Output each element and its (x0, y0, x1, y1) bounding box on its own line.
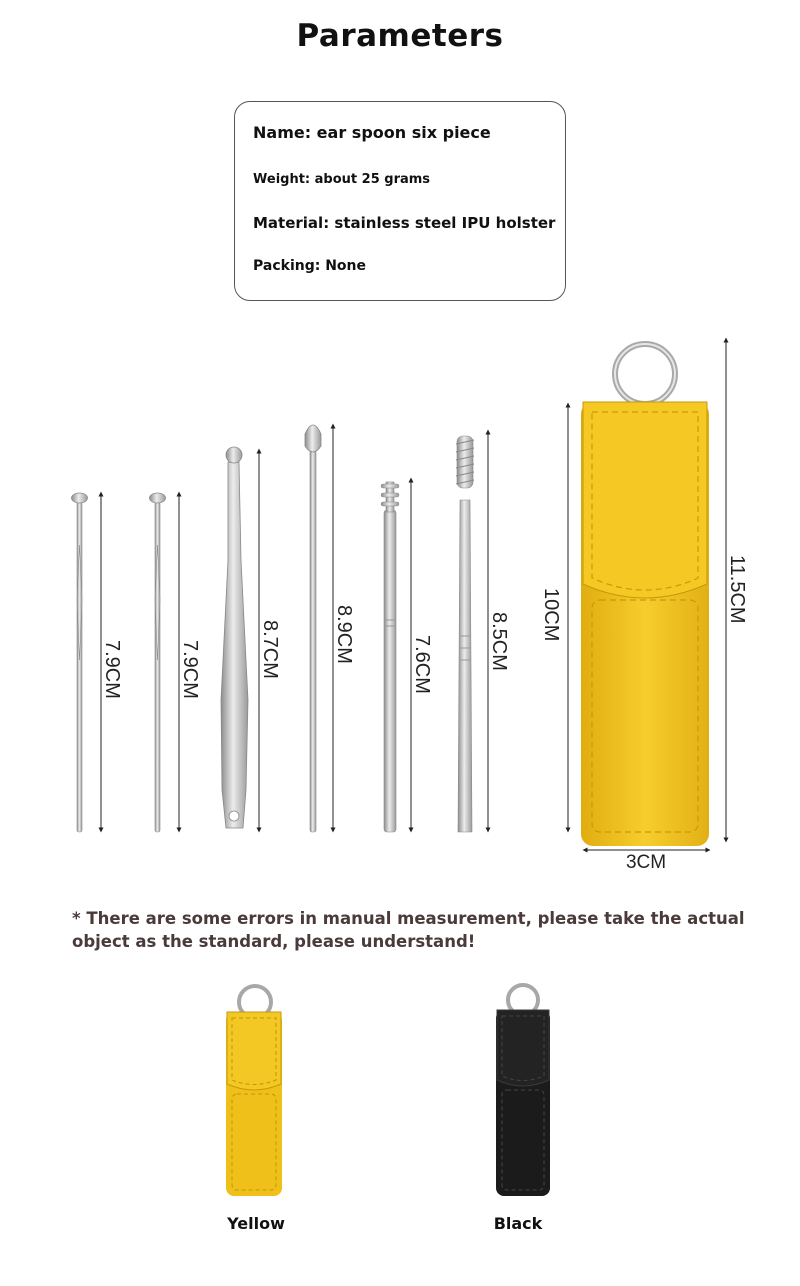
holster-total-height-label: 11.5CM (726, 555, 748, 624)
variant-label-yellow: Yellow (227, 1214, 285, 1233)
spec-packing: Packing: None (253, 258, 366, 274)
page-title: Parameters (296, 18, 504, 54)
tool-length-label-2: 7.9CM (179, 640, 201, 699)
tool-long-spoon (305, 425, 321, 832)
yellow-holster (581, 344, 709, 846)
spec-weight: Weight: about 25 grams (253, 172, 431, 187)
spec-material: Material: stainless steel IPU holster (253, 214, 556, 232)
tool-ringed-tip (381, 482, 399, 832)
black-variant-image (458, 980, 578, 1200)
parameters-box (234, 101, 566, 301)
tool-length-label-4: 8.9CM (333, 605, 355, 664)
dimensions-diagram (0, 330, 800, 890)
tool-length-label-3: 8.7CM (259, 620, 281, 679)
holster-height-label: 10CM (540, 588, 562, 642)
tool-wide-flat (221, 447, 248, 828)
tool-length-label-1: 7.9CM (101, 640, 123, 699)
tool-length-label-5: 7.6CM (411, 635, 433, 694)
spec-name: Name: ear spoon six piece (253, 123, 491, 142)
tool-length-label-6: 8.5CM (488, 612, 510, 671)
tool-flat-spoon-2 (150, 493, 166, 832)
holster-width-label: 3CM (625, 852, 667, 873)
yellow-variant-image (196, 980, 316, 1200)
tool-flat-spoon-1 (72, 493, 88, 832)
variant-label-black: Black (493, 1214, 543, 1233)
measurement-note: * There are some errors in manual measurement, please take the actual object as the standard, please understand! (72, 909, 745, 951)
tool-spiral-tip (456, 436, 474, 832)
